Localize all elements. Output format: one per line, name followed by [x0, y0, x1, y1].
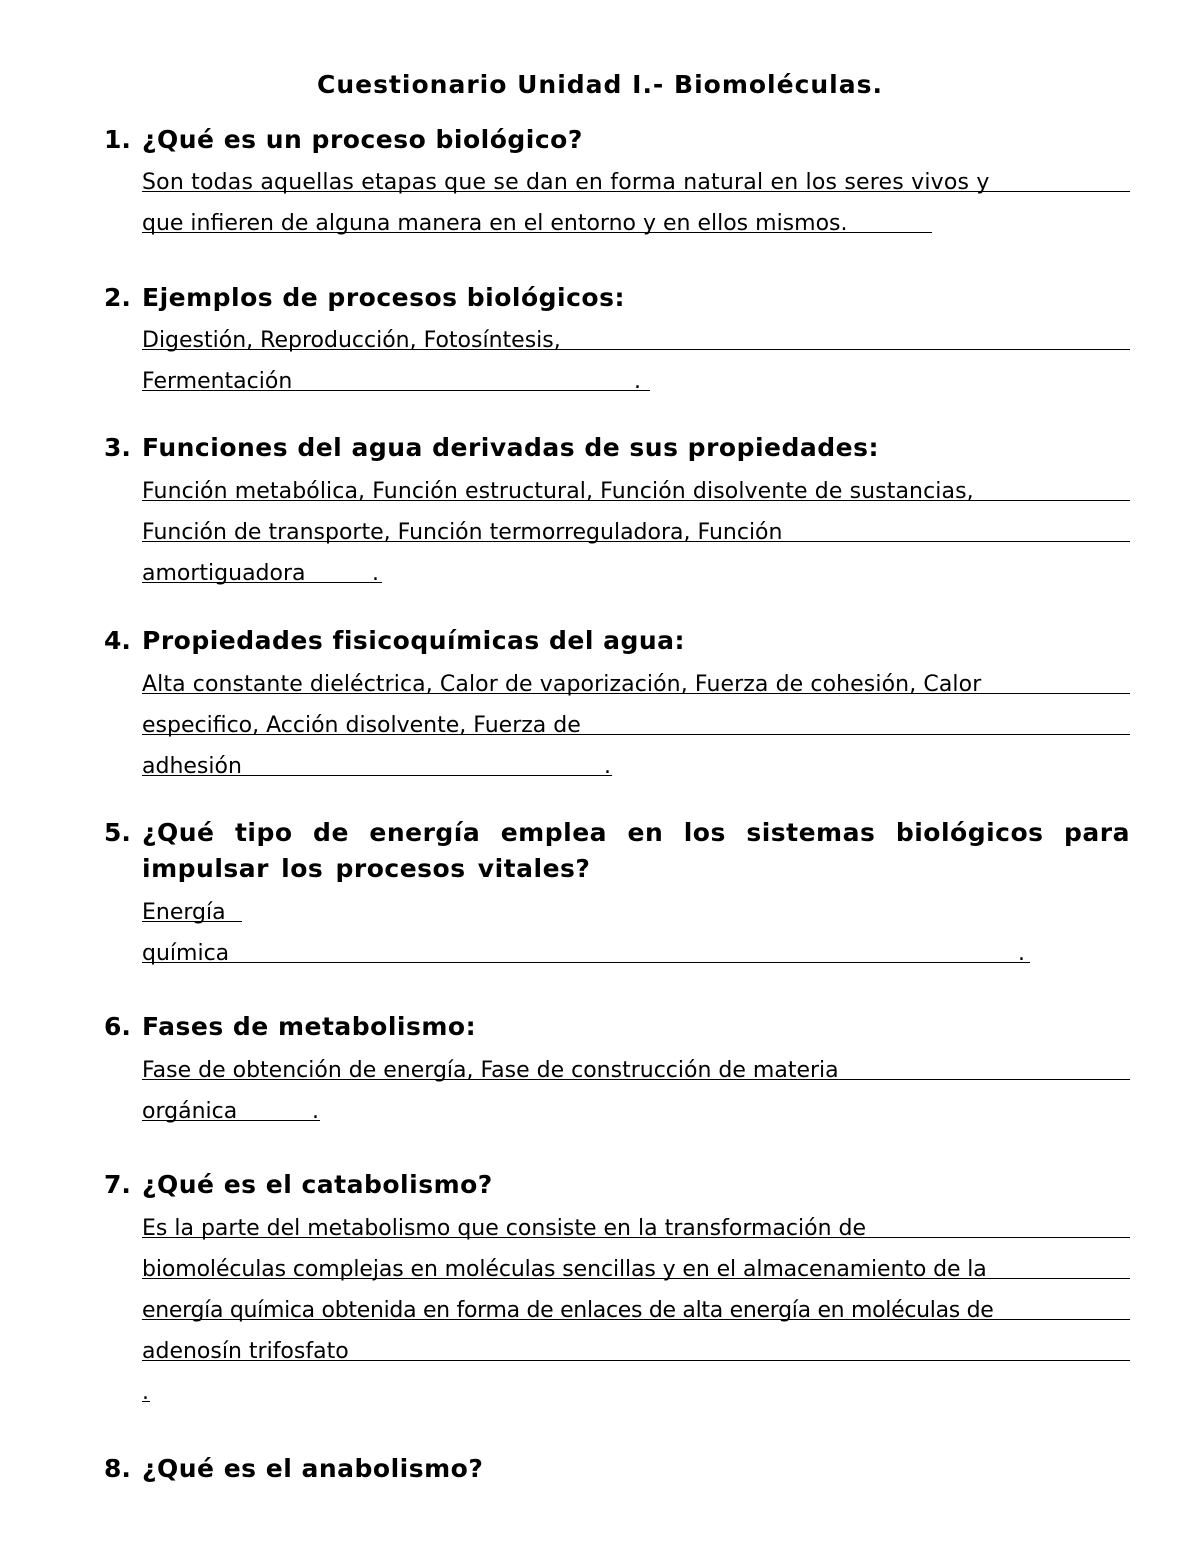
question-5: [104, 815, 1130, 887]
question-number: 6.: [104, 1012, 131, 1041]
question-text: Fases de metabolismo:: [142, 1012, 477, 1041]
answer-line: Función de transporte, Función termorreguladora, Función: [142, 512, 1130, 542]
question-4: [104, 623, 1130, 659]
answer-line: energía química obtenida en forma de enlaces de alta energía en moléculas de: [142, 1290, 1130, 1320]
question-7: [104, 1167, 1130, 1203]
answer-line: química .: [142, 933, 1030, 963]
answer-line: Alta constante dieléctrica, Calor de vaporización, Fuerza de cohesión, Calor: [142, 664, 1130, 694]
answer-line: adhesión .: [142, 746, 612, 776]
answer-line: Es la parte del metabolismo que consiste en la transformación de: [142, 1208, 1130, 1238]
question-1: [104, 122, 1130, 158]
question-number: 8.: [104, 1454, 131, 1483]
answer-line: adenosín trifosfato: [142, 1331, 1130, 1361]
question-8: [104, 1451, 1130, 1487]
question-6: [104, 1009, 1130, 1045]
answer-line: biomoléculas complejas en moléculas sencillas y en el almacenamiento de la: [142, 1249, 1130, 1279]
question-number: 3.: [104, 433, 131, 462]
answer-line: Digestión, Reproducción, Fotosíntesis,: [142, 320, 1130, 350]
question-text: Propiedades fisicoquímicas del agua:: [142, 626, 686, 655]
question-text: ¿Qué es un proceso biológico?: [142, 125, 583, 154]
answer-line: Función metabólica, Función estructural, Función disolvente de sustancias,: [142, 471, 1130, 501]
answer-line: Fase de obtención de energía, Fase de construcción de materia: [142, 1050, 1130, 1080]
question-number: 2.: [104, 283, 131, 312]
answer-line: orgánica .: [142, 1091, 320, 1121]
question-number: 5.: [104, 818, 131, 847]
answer-line: Energía: [142, 892, 242, 922]
question-2: [104, 280, 1130, 316]
question-text: Funciones del agua derivadas de sus propiedades:: [142, 433, 879, 462]
question-number: 7.: [104, 1170, 131, 1199]
document-title: Cuestionario Unidad I.- Biomoléculas.: [316, 70, 884, 99]
question-3: [104, 430, 1130, 466]
question-text: ¿Qué es el anabolismo?: [142, 1454, 484, 1483]
answer-line: Fermentación .: [142, 361, 650, 391]
answer-line: que infieren de alguna manera en el entorno y en ellos mismos.: [142, 203, 932, 233]
question-text: ¿Qué tipo de energía emplea en los sistemas biológicos para impulsar los procesos vitales?: [142, 818, 1130, 883]
question-text: ¿Qué es el catabolismo?: [142, 1170, 493, 1199]
question-number: 4.: [104, 626, 131, 655]
question-number: 1.: [104, 125, 131, 154]
answer-line: especifico, Acción disolvente, Fuerza de: [142, 705, 1130, 735]
answer-line: Son todas aquellas etapas que se dan en forma natural en los seres vivos y: [142, 162, 1130, 192]
answer-line: amortiguadora .: [142, 553, 382, 583]
question-text: Ejemplos de procesos biológicos:: [142, 283, 625, 312]
answer-line: .: [142, 1372, 150, 1402]
